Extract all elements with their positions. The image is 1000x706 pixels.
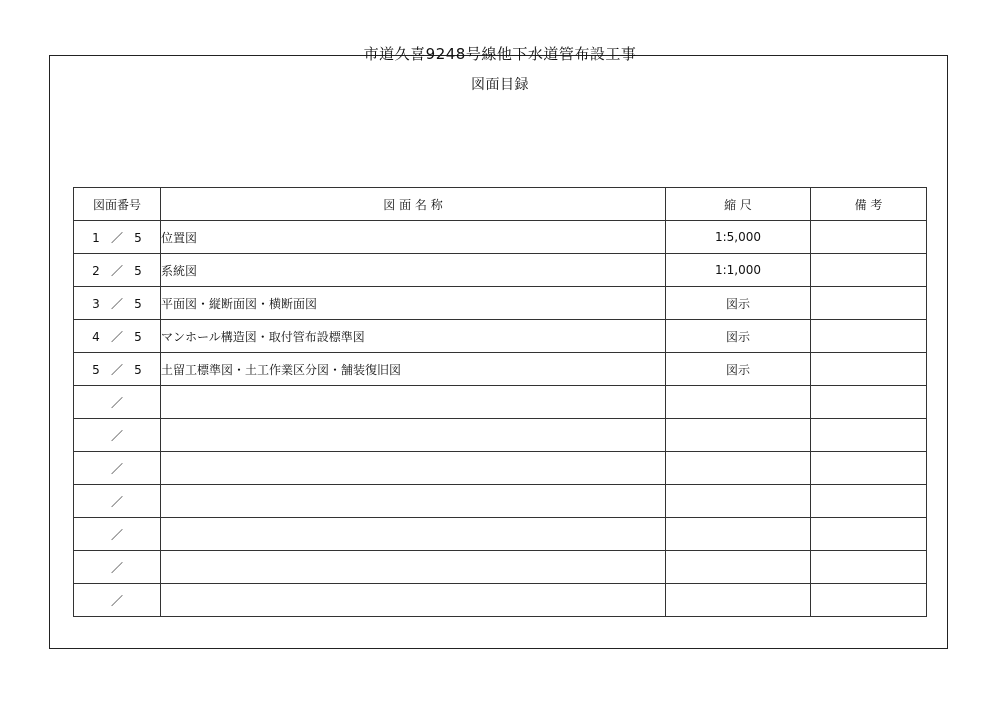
drawing-name-cell (161, 551, 666, 584)
drawing-number-cell (74, 254, 161, 287)
table-row (74, 419, 927, 452)
drawing-number-cell (74, 419, 161, 452)
document-title: 図面目録 (471, 77, 529, 93)
scale-cell (666, 485, 811, 518)
scale-cell (666, 386, 811, 419)
table-row (74, 584, 927, 617)
number-separator: ／ (110, 329, 123, 344)
table-row (74, 221, 927, 254)
remarks-cell (811, 287, 927, 320)
drawing-number-cell (74, 386, 161, 419)
scale-cell: 1:5,000 (666, 221, 811, 254)
drawing-number-cell (74, 551, 161, 584)
sheet-total: 5 (134, 362, 142, 377)
sheet-total: 5 (134, 230, 142, 245)
table-row (74, 287, 927, 320)
table-header-row (74, 188, 927, 221)
drawing-number-cell (74, 320, 161, 353)
drawing-name-cell: 系統図 (161, 254, 666, 287)
remarks-cell (811, 254, 927, 287)
scale-cell: 図示 (666, 320, 811, 353)
drawing-number-cell (74, 485, 161, 518)
drawing-name-cell: マンホール構造図・取付管布設標準図 (161, 320, 666, 353)
number-separator: ／ (110, 560, 123, 575)
number-separator: ／ (110, 461, 123, 476)
number-separator: ／ (110, 230, 123, 245)
drawing-name-cell (161, 452, 666, 485)
sheet-number: 2 (92, 263, 100, 278)
table-row (74, 485, 927, 518)
scale-cell: 1:1,000 (666, 254, 811, 287)
drawing-name-cell: 土留工標準図・土工作業区分図・舗装復旧図 (161, 353, 666, 386)
number-separator: ／ (110, 263, 123, 278)
sheet-total: 5 (134, 329, 142, 344)
remarks-cell (811, 386, 927, 419)
number-separator: ／ (110, 296, 123, 311)
remarks-cell (811, 353, 927, 386)
sheet-total: 5 (134, 263, 142, 278)
project-title: 市道久喜9248号線他下水道管布設工事 (363, 45, 637, 63)
remarks-cell (811, 584, 927, 617)
header-remarks: 備 考 (811, 188, 927, 221)
table-row (74, 320, 927, 353)
remarks-cell (811, 419, 927, 452)
number-separator: ／ (110, 395, 123, 410)
header-drawing-number: 図面番号 (74, 188, 161, 221)
remarks-cell (811, 452, 927, 485)
sheet-total: 5 (134, 296, 142, 311)
table-row (74, 551, 927, 584)
sheet-number: 5 (92, 362, 100, 377)
scale-cell (666, 518, 811, 551)
drawing-name-cell (161, 419, 666, 452)
sheet-number: 3 (92, 296, 100, 311)
number-separator: ／ (110, 428, 123, 443)
drawing-name-cell: 位置図 (161, 221, 666, 254)
drawing-name-cell (161, 386, 666, 419)
scale-cell: 図示 (666, 353, 811, 386)
remarks-cell (811, 485, 927, 518)
drawing-number-cell (74, 584, 161, 617)
drawing-number-cell (74, 221, 161, 254)
table-row (74, 518, 927, 551)
drawing-number-cell (74, 287, 161, 320)
table-row (74, 254, 927, 287)
remarks-cell (811, 551, 927, 584)
drawing-name-cell (161, 584, 666, 617)
remarks-cell (811, 320, 927, 353)
drawing-name-cell (161, 485, 666, 518)
scale-cell (666, 419, 811, 452)
drawing-index-table (73, 187, 927, 617)
remarks-cell (811, 221, 927, 254)
header-scale: 縮 尺 (666, 188, 811, 221)
drawing-number-cell (74, 353, 161, 386)
scale-cell (666, 551, 811, 584)
number-separator: ／ (110, 362, 123, 377)
number-separator: ／ (110, 593, 123, 608)
table-row (74, 452, 927, 485)
table-row (74, 353, 927, 386)
sheet-number: 4 (92, 329, 100, 344)
table-row (74, 386, 927, 419)
remarks-cell (811, 518, 927, 551)
number-separator: ／ (110, 494, 123, 509)
scale-cell (666, 584, 811, 617)
sheet-number: 1 (92, 230, 100, 245)
scale-cell (666, 452, 811, 485)
scale-cell: 図示 (666, 287, 811, 320)
header-drawing-name: 図 面 名 称 (161, 188, 666, 221)
drawing-name-cell (161, 518, 666, 551)
drawing-number-cell (74, 452, 161, 485)
drawing-number-cell (74, 518, 161, 551)
drawing-name-cell: 平面図・縦断面図・横断面図 (161, 287, 666, 320)
number-separator: ／ (110, 527, 123, 542)
